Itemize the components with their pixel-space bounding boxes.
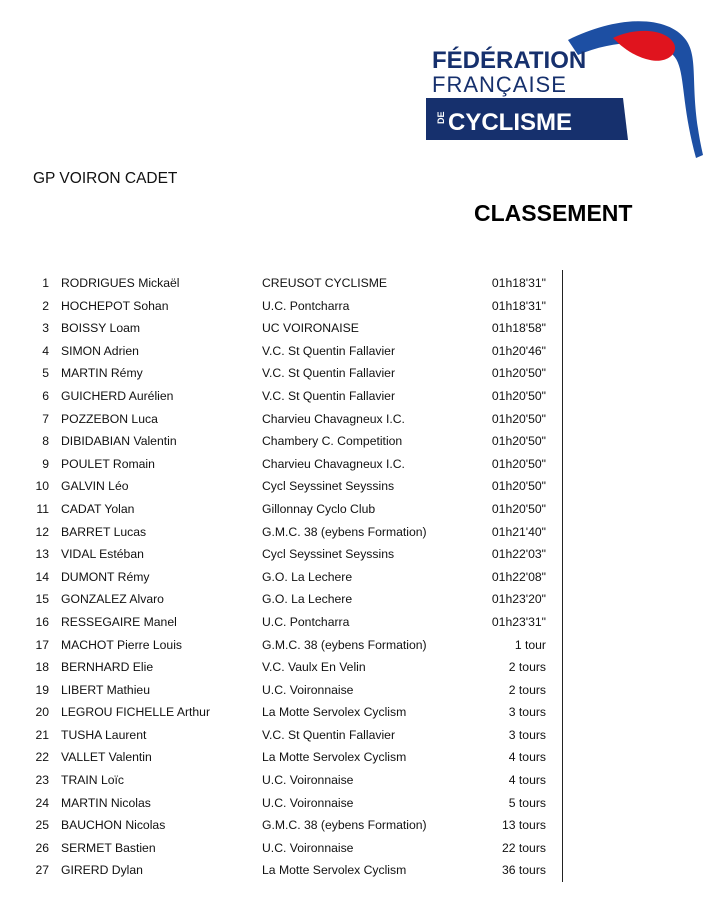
club-name: V.C. St Quentin Fallavier <box>262 343 395 358</box>
ffc-logo <box>418 20 708 160</box>
club-name: G.O. La Lechere <box>262 592 353 607</box>
rank-cell: 9 <box>42 456 49 471</box>
rank-cell: 25 <box>35 818 49 833</box>
logo-text-cyclisme: CYCLISME <box>448 109 573 136</box>
rank-cell: 17 <box>35 637 49 652</box>
result-row <box>0 701 716 724</box>
result-row <box>0 588 716 611</box>
ffc-logo-graphic <box>418 20 708 160</box>
rank-cell: 14 <box>35 569 49 584</box>
logo-text-de: DE <box>436 111 446 124</box>
rank-cell: 18 <box>35 660 49 675</box>
rider-name: LEGROU FICHELLE Arthur <box>61 705 211 720</box>
result-row <box>0 362 716 385</box>
club-name: V.C. Vaulx En Velin <box>262 660 366 675</box>
rank-cell: 24 <box>35 795 49 810</box>
rank-cell: 3 <box>42 321 49 336</box>
result-row <box>0 724 716 747</box>
rank-cell: 20 <box>35 705 49 720</box>
club-name: La Motte Servolex Cyclism <box>262 863 407 878</box>
rider-name: SERMET Bastien <box>61 840 156 855</box>
rider-name: BARRET Lucas <box>61 524 147 539</box>
finish-time: 2 tours <box>508 660 546 675</box>
finish-time: 01h20'50" <box>491 366 546 381</box>
club-name: G.O. La Lechere <box>262 569 353 584</box>
rider-name: VIDAL Estéban <box>61 547 144 562</box>
rank-cell: 23 <box>35 773 49 788</box>
finish-time: 3 tours <box>508 705 546 720</box>
club-name: G.M.C. 38 (eybens Formation) <box>262 524 427 539</box>
finish-time: 4 tours <box>508 750 546 765</box>
rider-name: BOISSY Loam <box>61 321 141 336</box>
rank-cell: 16 <box>35 614 49 629</box>
rider-name: TRAIN Loïc <box>61 773 124 788</box>
result-row <box>0 746 716 769</box>
finish-time: 01h20'50" <box>491 411 546 426</box>
club-name: Chambery C. Competition <box>262 434 403 449</box>
finish-time: 1 tour <box>514 637 546 652</box>
rank-cell: 13 <box>35 547 49 562</box>
rider-name: GONZALEZ Alvaro <box>61 592 164 607</box>
finish-time: 01h20'50" <box>491 479 546 494</box>
finish-time: 01h18'58" <box>491 321 546 336</box>
rider-name: BAUCHON Nicolas <box>61 818 166 833</box>
rider-name: GALVIN Léo <box>61 479 129 494</box>
rider-name: CADAT Yolan <box>61 501 135 516</box>
club-name: U.C. Voironnaise <box>262 773 354 788</box>
rider-name: POZZEBON Luca <box>61 411 158 426</box>
result-row <box>0 611 716 634</box>
logo-text-francaise: FRANÇAISE <box>432 72 567 97</box>
result-row <box>0 272 716 295</box>
finish-time: 01h21'40" <box>491 524 546 539</box>
rank-cell: 26 <box>35 840 49 855</box>
rank-cell: 4 <box>42 343 49 358</box>
finish-time: 4 tours <box>508 773 546 788</box>
club-name: U.C. Voironnaise <box>262 795 354 810</box>
rider-name: MARTIN Nicolas <box>61 795 151 810</box>
rider-name: BERNHARD Elie <box>61 660 154 675</box>
rider-name: RESSEGAIRE Manel <box>61 614 177 629</box>
finish-time: 01h22'03" <box>491 547 546 562</box>
finish-time: 36 tours <box>501 863 546 878</box>
result-row <box>0 498 716 521</box>
rider-name: DUMONT Rémy <box>61 569 150 584</box>
result-row <box>0 859 716 882</box>
club-name: U.C. Pontcharra <box>262 298 350 313</box>
result-row <box>0 340 716 363</box>
rank-cell: 6 <box>42 388 49 403</box>
rider-name: SIMON Adrien <box>61 343 139 358</box>
club-name: U.C. Voironnaise <box>262 840 354 855</box>
rider-name: VALLET Valentin <box>61 750 152 765</box>
result-row <box>0 385 716 408</box>
rider-name: GUICHERD Aurélien <box>61 388 174 403</box>
result-row <box>0 566 716 589</box>
finish-time: 01h23'20" <box>491 592 546 607</box>
result-row <box>0 679 716 702</box>
rank-cell: 21 <box>35 727 49 742</box>
finish-time: 3 tours <box>508 727 546 742</box>
rider-name: TUSHA Laurent <box>61 727 147 742</box>
club-name: V.C. St Quentin Fallavier <box>262 366 395 381</box>
club-name: La Motte Servolex Cyclism <box>262 750 407 765</box>
club-name: CREUSOT CYCLISME <box>262 276 388 290</box>
result-row <box>0 475 716 498</box>
result-row <box>0 656 716 679</box>
event-title: GP VOIRON CADET <box>33 170 178 187</box>
rank-cell: 2 <box>42 298 49 313</box>
club-name: U.C. Pontcharra <box>262 614 350 629</box>
results-table <box>0 272 716 882</box>
club-name: Cycl Seyssinet Seyssins <box>262 547 395 562</box>
result-row <box>0 837 716 860</box>
finish-time: 01h18'31" <box>491 276 546 290</box>
rank-cell: 12 <box>35 524 49 539</box>
club-name: Cycl Seyssinet Seyssins <box>262 479 395 494</box>
rank-cell: 5 <box>42 366 49 381</box>
rider-name: GIRERD Dylan <box>61 863 143 878</box>
club-name: V.C. St Quentin Fallavier <box>262 727 395 742</box>
result-row <box>0 769 716 792</box>
result-row <box>0 408 716 431</box>
finish-time: 2 tours <box>508 682 546 697</box>
club-name: Charvieu Chavagneux I.C. <box>262 411 405 426</box>
finish-time: 5 tours <box>508 795 546 810</box>
rider-name: LIBERT Mathieu <box>61 682 150 697</box>
finish-time: 01h20'50" <box>491 456 546 471</box>
rider-name: MARTIN Rémy <box>61 366 143 381</box>
result-row <box>0 814 716 837</box>
rank-cell: 15 <box>35 592 49 607</box>
result-row <box>0 317 716 340</box>
finish-time: 13 tours <box>501 818 546 833</box>
club-name: Charvieu Chavagneux I.C. <box>262 456 405 471</box>
result-row <box>0 543 716 566</box>
result-row <box>0 295 716 318</box>
result-row <box>0 453 716 476</box>
club-name: G.M.C. 38 (eybens Formation) <box>262 818 427 833</box>
club-name: La Motte Servolex Cyclism <box>262 705 407 720</box>
finish-time: 01h20'46" <box>491 343 546 358</box>
finish-time: 01h20'50" <box>491 501 546 516</box>
rank-cell: 10 <box>35 479 49 494</box>
rank-cell: 22 <box>35 750 49 765</box>
classement-heading: CLASSEMENT <box>474 200 633 226</box>
club-name: Gillonnay Cyclo Club <box>262 501 376 516</box>
finish-time: 01h22'08" <box>491 569 546 584</box>
finish-time: 01h18'31" <box>491 298 546 313</box>
result-row <box>0 521 716 544</box>
rank-cell: 1 <box>42 276 49 290</box>
rider-name: MACHOT Pierre Louis <box>61 637 183 652</box>
result-row <box>0 792 716 815</box>
rider-name: DIBIDABIAN Valentin <box>61 434 177 449</box>
rank-cell: 7 <box>42 411 49 426</box>
club-name: G.M.C. 38 (eybens Formation) <box>262 637 427 652</box>
club-name: U.C. Voironnaise <box>262 682 354 697</box>
rank-cell: 8 <box>42 434 49 449</box>
finish-time: 01h23'31" <box>491 614 546 629</box>
finish-time: 01h20'50" <box>491 388 546 403</box>
rider-name: RODRIGUES Mickaël <box>61 276 180 290</box>
result-row <box>0 430 716 453</box>
finish-time: 01h20'50" <box>491 434 546 449</box>
rider-name: HOCHEPOT Sohan <box>61 298 169 313</box>
rank-cell: 19 <box>35 682 49 697</box>
rider-name: POULET Romain <box>61 456 155 471</box>
logo-text-federation: FÉDÉRATION <box>432 47 587 74</box>
rank-cell: 11 <box>36 501 49 516</box>
rank-cell: 27 <box>35 863 49 878</box>
club-name: V.C. St Quentin Fallavier <box>262 388 395 403</box>
club-name: UC VOIRONAISE <box>262 321 359 336</box>
result-row <box>0 634 716 657</box>
finish-time: 22 tours <box>501 840 546 855</box>
